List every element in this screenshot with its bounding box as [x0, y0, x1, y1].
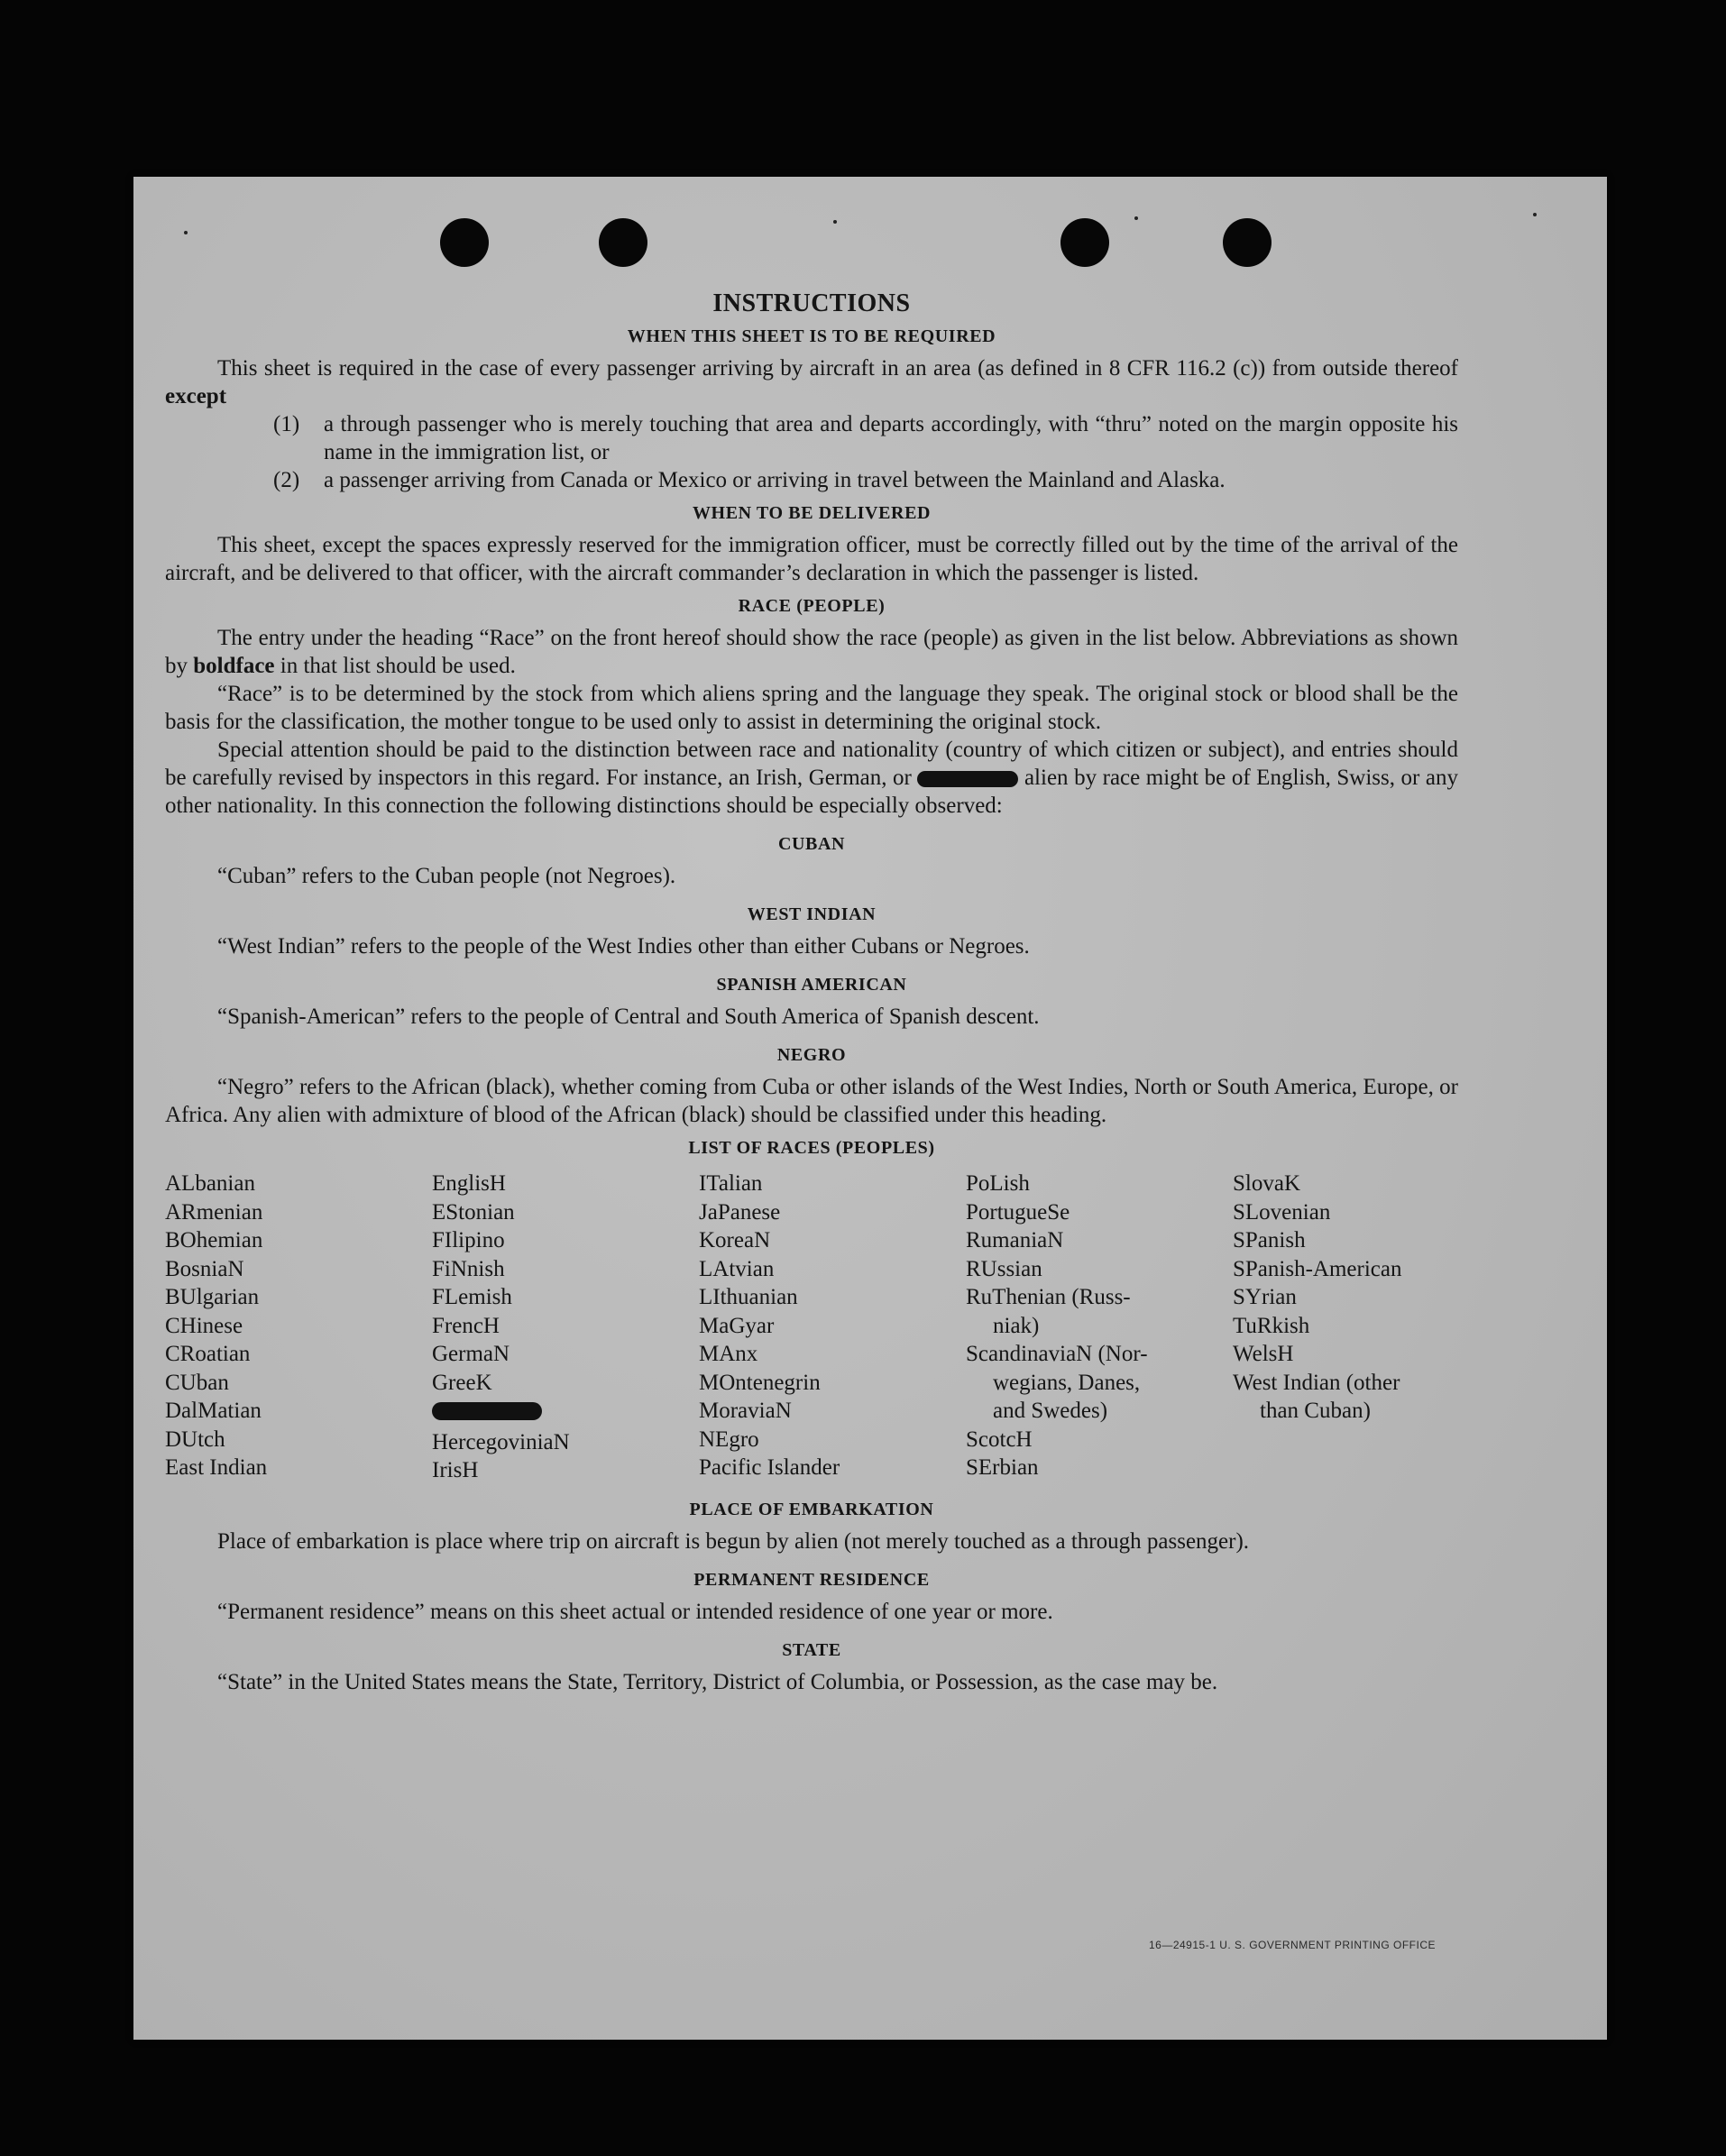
list-item: SPanish-American: [1233, 1256, 1402, 1281]
list-item: MOntenegrin: [699, 1370, 821, 1395]
section-heading-residence: PERMANENT RESIDENCE: [693, 1569, 930, 1590]
list-item: East Indian: [165, 1455, 268, 1480]
section-heading-cuban: CUBAN: [777, 834, 846, 854]
list-item: IrisH: [432, 1458, 479, 1482]
list-item: SPanish: [1233, 1228, 1306, 1252]
list-item: WelsH: [1233, 1342, 1294, 1366]
list-item: GermaN: [432, 1342, 510, 1366]
list-item: ARmenian: [165, 1199, 263, 1225]
punch-hole: [1223, 218, 1272, 267]
list-item: RUssian: [966, 1256, 1042, 1281]
redaction-mark: [917, 771, 1018, 787]
list-item: ITalian: [699, 1171, 763, 1196]
paragraph-text: Special attention should be paid to the distinction between race and nationality (country of which citizen or subject), and entries should be carefully revised by inspectors in this regard. For instance, an Irish, German, or: [165, 738, 1458, 790]
paragraph-embarkation: Place of embarkation is place where trip on aircraft is begun by alien (not merely touched as a through passenger).: [217, 1528, 1250, 1554]
list-item: [273, 410, 1458, 466]
races-column-4: [966, 1170, 1233, 1485]
section-heading-spanish-american: SPANISH AMERICAN: [716, 975, 907, 995]
section-heading-state: STATE: [782, 1639, 841, 1660]
paragraph-required: [165, 354, 1458, 410]
section-heading-races-list: LIST OF RACES (PEOPLES): [688, 1138, 935, 1158]
list-item: FIlipino: [432, 1228, 505, 1252]
bold-text: except: [165, 384, 227, 408]
speck: [833, 220, 837, 224]
list-item: MaGyar: [699, 1313, 775, 1338]
document-sheet: [133, 177, 1607, 2040]
list-item: GreeK: [432, 1370, 492, 1395]
item-text: a through passenger who is merely touching that area and departs accordingly, with “thru” noted on the margin opposite his name in the immigration list, or: [324, 412, 1458, 464]
section-heading-race: RACE (PEOPLE): [738, 596, 886, 616]
paragraph-state: “State” in the United States means the State, Territory, District of Columbia, or Possession, as the case may be.: [217, 1669, 1218, 1694]
page-title: INSTRUCTIONS: [712, 289, 911, 317]
list-item: HercegoviniaN: [432, 1429, 570, 1454]
list-item: JaPanese: [699, 1199, 781, 1225]
list-item: BOhemian: [165, 1228, 263, 1252]
list-item: MAnx: [699, 1342, 758, 1366]
list-item: CRoatian: [165, 1342, 251, 1366]
section-heading-embarkation: PLACE OF EMBARKATION: [689, 1499, 934, 1519]
paragraph-text: alien by race might be of English, Swiss, or any other nationality. In this connection the following distinctions should be especially observed:: [165, 766, 1458, 818]
list-item: SLovenian: [1233, 1199, 1331, 1225]
list-item: ALbanian: [165, 1171, 255, 1196]
list-item: CUban: [165, 1370, 229, 1395]
printing-office-code: 16—24915-1 U. S. GOVERNMENT PRINTING OFFICE: [1148, 1939, 1436, 1951]
list-item: BUlgarian: [165, 1285, 260, 1309]
list-item: SYrian: [1233, 1285, 1297, 1309]
list-item: FiNnish: [432, 1256, 505, 1281]
paragraph-text: The entry under the heading “Race” on the front hereof should show the race (people) as given in the list below. Abbreviations as shown by: [165, 626, 1458, 678]
punch-hole: [599, 218, 647, 267]
instructions-body: [165, 289, 1458, 1696]
speck: [184, 231, 188, 234]
paragraph-spanish-american: “Spanish-American” refers to the people of Central and South America of Spanish descent.: [217, 1005, 1040, 1029]
races-column-2: [432, 1170, 699, 1485]
list-item: West Indian (other: [1233, 1370, 1400, 1395]
list-item: PoLish: [966, 1171, 1030, 1196]
section-heading-delivered: WHEN TO BE DELIVERED: [692, 503, 932, 523]
paragraph-text: in that list should be used.: [274, 654, 516, 678]
item-number: (1): [273, 412, 300, 436]
list-item: niak): [993, 1313, 1040, 1338]
list-item: than Cuban): [1260, 1399, 1371, 1423]
list-item: LAtvian: [699, 1256, 775, 1281]
list-item: wegians, Danes,: [993, 1370, 1141, 1395]
list-item: Pacific Islander: [699, 1455, 840, 1480]
list-item: EnglisH: [432, 1171, 506, 1196]
list-item: ScandinaviaN (Nor-: [966, 1342, 1148, 1366]
list-item: TuRkish: [1233, 1313, 1310, 1338]
list-item: RuThenian (Russ-: [966, 1285, 1131, 1309]
list-item: [273, 466, 1458, 494]
races-list: [165, 1170, 1458, 1485]
paragraph-cuban: “Cuban” refers to the Cuban people (not Negroes).: [217, 864, 676, 888]
item-number: (2): [273, 468, 300, 492]
list-item: NEgro: [699, 1427, 759, 1452]
paragraph-text: This sheet is required in the case of every passenger arriving by aircraft in an area (as defined in 8 CFR 116.2 (c)) from outside thereof: [217, 356, 1458, 381]
list-item: BosniaN: [165, 1256, 244, 1281]
punch-hole: [440, 218, 489, 267]
list-item: and Swedes): [993, 1399, 1108, 1423]
list-item: EStonian: [432, 1199, 515, 1225]
list-item: DalMatian: [165, 1399, 262, 1423]
speck: [1134, 216, 1138, 220]
list-item: FLemish: [432, 1285, 512, 1309]
speck: [1533, 213, 1537, 216]
list-item: PortugueSe: [966, 1199, 1070, 1225]
list-item: KoreaN: [699, 1228, 771, 1252]
list-item: [432, 1397, 699, 1428]
races-column-5: [1233, 1170, 1500, 1485]
paragraph-negro: “Negro” refers to the African (black), whether coming from Cuba or other islands of the West Indies, North or South America, Europe, or Africa. Any alien with admixture of blood of the African (black) should be classified under this heading.: [165, 1075, 1458, 1127]
redaction-mark: [432, 1402, 542, 1420]
punch-hole: [1060, 218, 1109, 267]
paragraph-delivered: This sheet, except the spaces expressly reserved for the immigration officer, must be correctly filled out by the time of the arrival of the aircraft, and be delivered to that officer, with the aircraft commander’s declaration in which the passenger is listed.: [165, 533, 1458, 585]
paragraph-race-1: [165, 624, 1458, 680]
paragraph-race-2: “Race” is to be determined by the stock from which aliens spring and the language they speak. The original stock or blood shall be the basis for the classification, the mother tongue to be used only to assist in determining the original stock.: [165, 682, 1458, 734]
item-text: a passenger arriving from Canada or Mexico or arriving in travel between the Mainland and Alaska.: [324, 468, 1226, 492]
section-heading-west-indian: WEST INDIAN: [747, 904, 877, 924]
races-column-1: [165, 1170, 432, 1485]
list-item: LIthuanian: [699, 1285, 798, 1309]
list-item: FrencH: [432, 1313, 500, 1338]
list-item: SlovaK: [1233, 1171, 1300, 1196]
list-item: RumaniaN: [966, 1228, 1064, 1252]
paragraph-race-3: [165, 736, 1458, 820]
section-heading-negro: NEGRO: [776, 1045, 847, 1065]
races-column-3: [699, 1170, 966, 1485]
list-item: ScotcH: [966, 1427, 1033, 1452]
bold-text: boldface: [193, 654, 275, 678]
paragraph-west-indian: “West Indian” refers to the people of the West Indies other than either Cubans or Negroes.: [217, 934, 1030, 959]
list-item: SErbian: [966, 1455, 1039, 1480]
list-item: CHinese: [165, 1313, 243, 1338]
list-item: DUtch: [165, 1427, 225, 1452]
paragraph-residence: “Permanent residence” means on this sheet actual or intended residence of one year or more.: [217, 1599, 1053, 1624]
list-item: MoraviaN: [699, 1399, 792, 1423]
section-heading-required: WHEN THIS SHEET IS TO BE REQUIRED: [627, 326, 996, 346]
